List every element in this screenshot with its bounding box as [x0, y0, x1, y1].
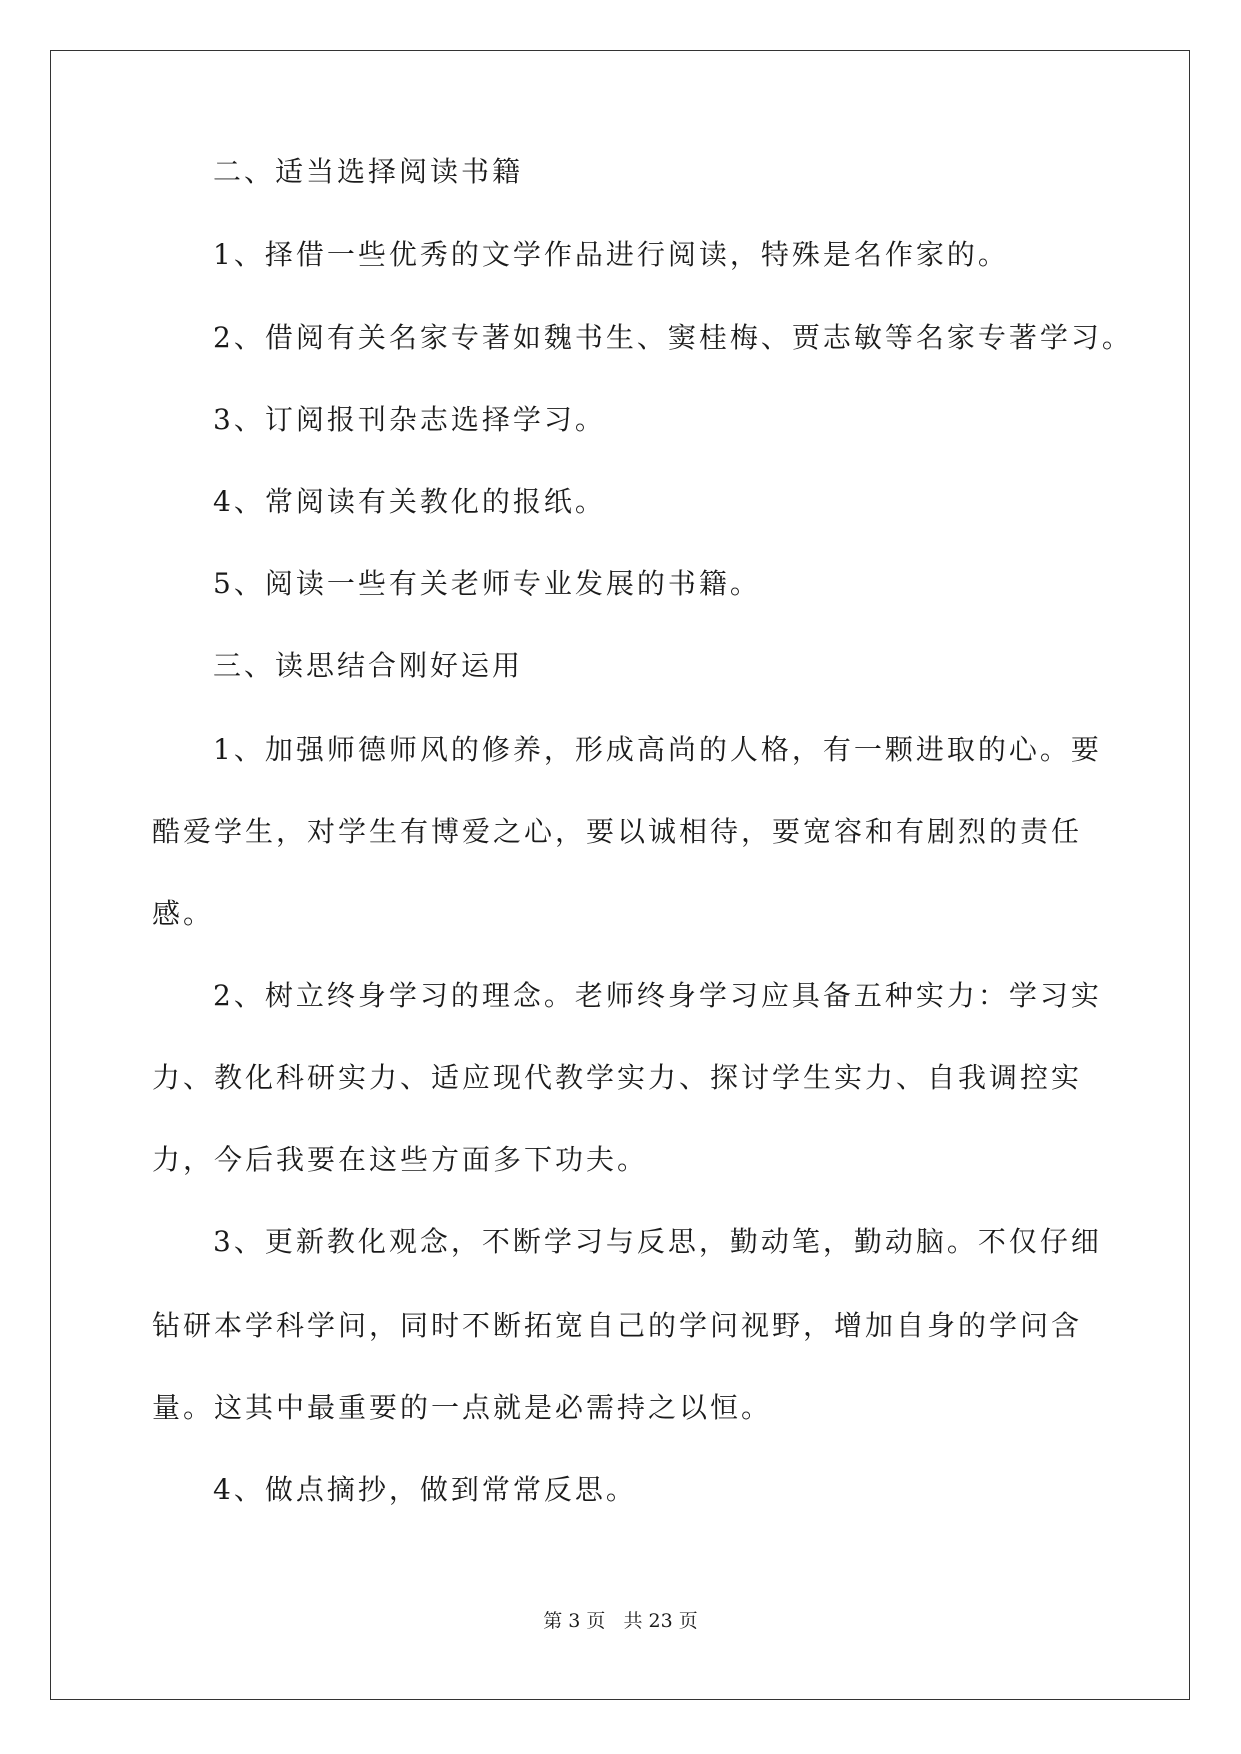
paragraph-line: 感。 — [152, 897, 215, 930]
paragraph-line: 5、阅读一些有关老师专业发展的书籍。 — [213, 567, 761, 600]
section-heading-3: 三、读思结合刚好运用 — [213, 649, 524, 682]
page-total: 共 23 页 — [623, 1610, 698, 1632]
paragraph-line: 酷爱学生，对学生有博爱之心，要以诚相待，要宽容和有剧烈的责任 — [152, 815, 1083, 848]
paragraph-line: 4、常阅读有关教化的报纸。 — [213, 485, 606, 518]
paragraph-line: 4、做点摘抄，做到常常反思。 — [213, 1473, 637, 1506]
paragraph-line: 3、订阅报刊杂志选择学习。 — [213, 403, 606, 436]
paragraph-line: 3、更新教化观念，不断学习与反思，勤动笔，勤动脑。不仅仔细 — [213, 1225, 1102, 1258]
paragraph-line: 力，今后我要在这些方面多下功夫。 — [152, 1143, 649, 1176]
paragraph-line: 1、择借一些优秀的文学作品进行阅读，特殊是名作家的。 — [213, 238, 1009, 271]
paragraph-line: 1、加强师德师风的修养，形成高尚的人格，有一颗进取的心。要 — [213, 733, 1102, 766]
page-border — [50, 50, 1190, 1700]
section-heading-2: 二、适当选择阅读书籍 — [213, 155, 524, 188]
paragraph-line: 2、借阅有关名家专著如魏书生、窦桂梅、贾志敏等名家专著学习。 — [213, 321, 1133, 354]
page-number: 第 3 页 — [543, 1610, 606, 1632]
page-footer — [0, 1609, 1241, 1633]
paragraph-line: 2、树立终身学习的理念。老师终身学习应具备五种实力：学习实 — [213, 979, 1102, 1012]
paragraph-line: 钻研本学科学问，同时不断拓宽自己的学问视野，增加自身的学问含 — [152, 1309, 1083, 1342]
paragraph-line: 量。这其中最重要的一点就是必需持之以恒。 — [152, 1391, 773, 1424]
paragraph-line: 力、教化科研实力、适应现代教学实力、探讨学生实力、自我调控实 — [152, 1061, 1083, 1094]
